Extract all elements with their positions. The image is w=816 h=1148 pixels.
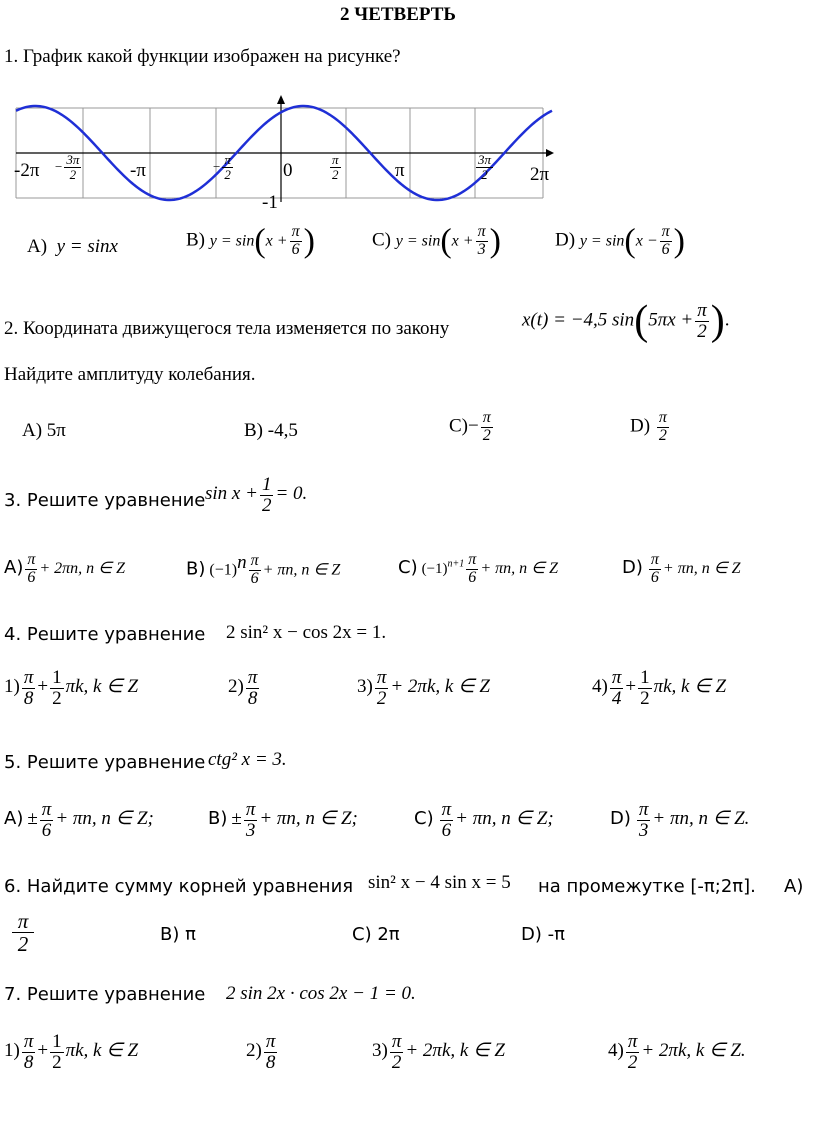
y-axis-arrow bbox=[277, 95, 285, 104]
q7-option-3: 3) $\frac{\pi}{2}$ + 2πk, k ∈ Z bbox=[372, 1031, 505, 1073]
graph-label-neg-pi: -π bbox=[130, 160, 146, 181]
q5-option-c: C) $\frac{\pi}{6}$ + πn, n ∈ Z; bbox=[414, 799, 554, 841]
question-2-text2: Найдите амплитуду колебания. bbox=[4, 364, 256, 385]
q4-option-2: 2) $\frac{\pi}{8}$ bbox=[228, 667, 258, 709]
q1-option-d: D) y = sin(x − $\frac{\pi}{6}$ ) bbox=[555, 222, 685, 260]
q6-option-a-value: $\frac{\pi}{2}$ bbox=[10, 910, 36, 955]
q4-option-1: 1) $\frac{\pi}{8}$ + $\frac{1}{2}$ πk, k ∈ Z bbox=[4, 667, 139, 709]
q4-option-4: 4) $\frac{\pi}{4}$ + $\frac{1}{2}$ πk, k ∈ Z bbox=[592, 667, 727, 709]
q6-option-a-label: A) bbox=[784, 876, 804, 897]
q7-equation: 2 sin 2x · cos 2x − 1 = 0. bbox=[226, 983, 416, 1004]
q1-option-c: C) y = sin(x + $\frac{\pi}{3}$ ) bbox=[372, 222, 501, 260]
q6-option-c: C) 2π bbox=[352, 924, 400, 945]
q7-option-4: 4) $\frac{\pi}{2}$ + 2πk, k ∈ Z. bbox=[608, 1031, 746, 1073]
graph-label-pi-2: $\frac{\pi}{2}$ bbox=[332, 152, 339, 182]
q3-option-b: B) $(-1)^n$ $\frac{\pi}{6}$ + πn, n ∈ Z bbox=[186, 552, 341, 588]
q2-option-a: A) 5π bbox=[22, 420, 66, 441]
graph-label-zero: 0 bbox=[283, 160, 293, 181]
q2-law-formula: x(t) = −4,5 sin(5πx + $\frac{\pi}{2}$ ). bbox=[522, 298, 730, 344]
graph-label-3pi-2: $\frac{3\pi}{2}$ bbox=[478, 152, 492, 182]
q3-option-c: C) $(-1)^{n+1}$ $\frac{\pi}{6}$ + πn, n ∈ Z bbox=[398, 551, 558, 586]
q7-option-1: 1) $\frac{\pi}{8}$ + $\frac{1}{2}$ πk, k ∈ Z bbox=[4, 1031, 139, 1073]
q5-option-d: D) $\frac{\pi}{3}$ + πn, n ∈ Z. bbox=[610, 799, 750, 841]
graph-label-neg-pi-2: − $\frac{\pi}{2}$ bbox=[213, 152, 231, 182]
question-2-text: 2. Координата движущегося тела изменяется по закону bbox=[4, 318, 450, 339]
q1-option-b: B) y = sin(x + $\frac{\pi}{6}$ ) bbox=[186, 222, 315, 260]
q4-equation: 2 sin² x − cos 2x = 1. bbox=[226, 622, 387, 643]
q5-option-a: A) ± $\frac{\pi}{6}$ + πn, n ∈ Z; bbox=[4, 799, 154, 841]
question-1-text: 1. График какой функции изображен на рисунке? bbox=[4, 46, 401, 67]
q5-equation: ctg² x = 3. bbox=[208, 749, 287, 770]
q3-option-a: A) $\frac{\pi}{6}$ + 2πn, n ∈ Z bbox=[4, 551, 126, 586]
question-4-text: 4. Решите уравнение bbox=[4, 624, 206, 645]
graph-label-neg-1: -1 bbox=[262, 192, 278, 213]
sine-graph bbox=[0, 90, 816, 220]
page-title: 2 ЧЕТВЕРТЬ bbox=[340, 4, 456, 25]
question-7-text: 7. Решите уравнение bbox=[4, 984, 206, 1005]
question-3-text: 3. Решите уравнение bbox=[4, 490, 206, 511]
question-6-text: 6. Найдите сумму корней уравнения bbox=[4, 876, 354, 897]
q2-option-d: D) $\frac{\pi}{2}$ bbox=[630, 409, 667, 444]
q6-option-b: B) π bbox=[160, 924, 196, 945]
q6-option-d: D) -π bbox=[521, 924, 565, 945]
q3-option-d: D) $\frac{\pi}{6}$ + πn, n ∈ Z bbox=[622, 551, 741, 586]
graph-label-2pi: 2π bbox=[530, 164, 550, 185]
q6-interval: на промежутке [-π;2π]. bbox=[538, 876, 756, 897]
q5-option-b: B) ± $\frac{\pi}{3}$ + πn, n ∈ Z; bbox=[208, 799, 358, 841]
graph-label-neg-2pi: -2π bbox=[14, 160, 40, 181]
q6-equation: sin² x − 4 sin x = 5 bbox=[368, 872, 511, 893]
graph-label-neg-3pi-2: − $\frac{3\pi}{2}$ bbox=[55, 152, 80, 182]
q1-option-a: A) y = sinx bbox=[27, 236, 118, 257]
q2-option-b: B) -4,5 bbox=[244, 420, 298, 441]
q3-equation: sin x + $\frac{1}{2}$ = 0. bbox=[205, 474, 308, 516]
question-5-text: 5. Решите уравнение bbox=[4, 752, 206, 773]
x-axis-arrow bbox=[546, 149, 554, 157]
q7-option-2: 2) $\frac{\pi}{8}$ bbox=[246, 1031, 276, 1073]
q4-option-3: 3) $\frac{\pi}{2}$ + 2πk, k ∈ Z bbox=[357, 667, 490, 709]
q2-option-c: C)− $\frac{\pi}{2}$ bbox=[449, 409, 491, 444]
graph-label-pi: π bbox=[395, 160, 405, 181]
